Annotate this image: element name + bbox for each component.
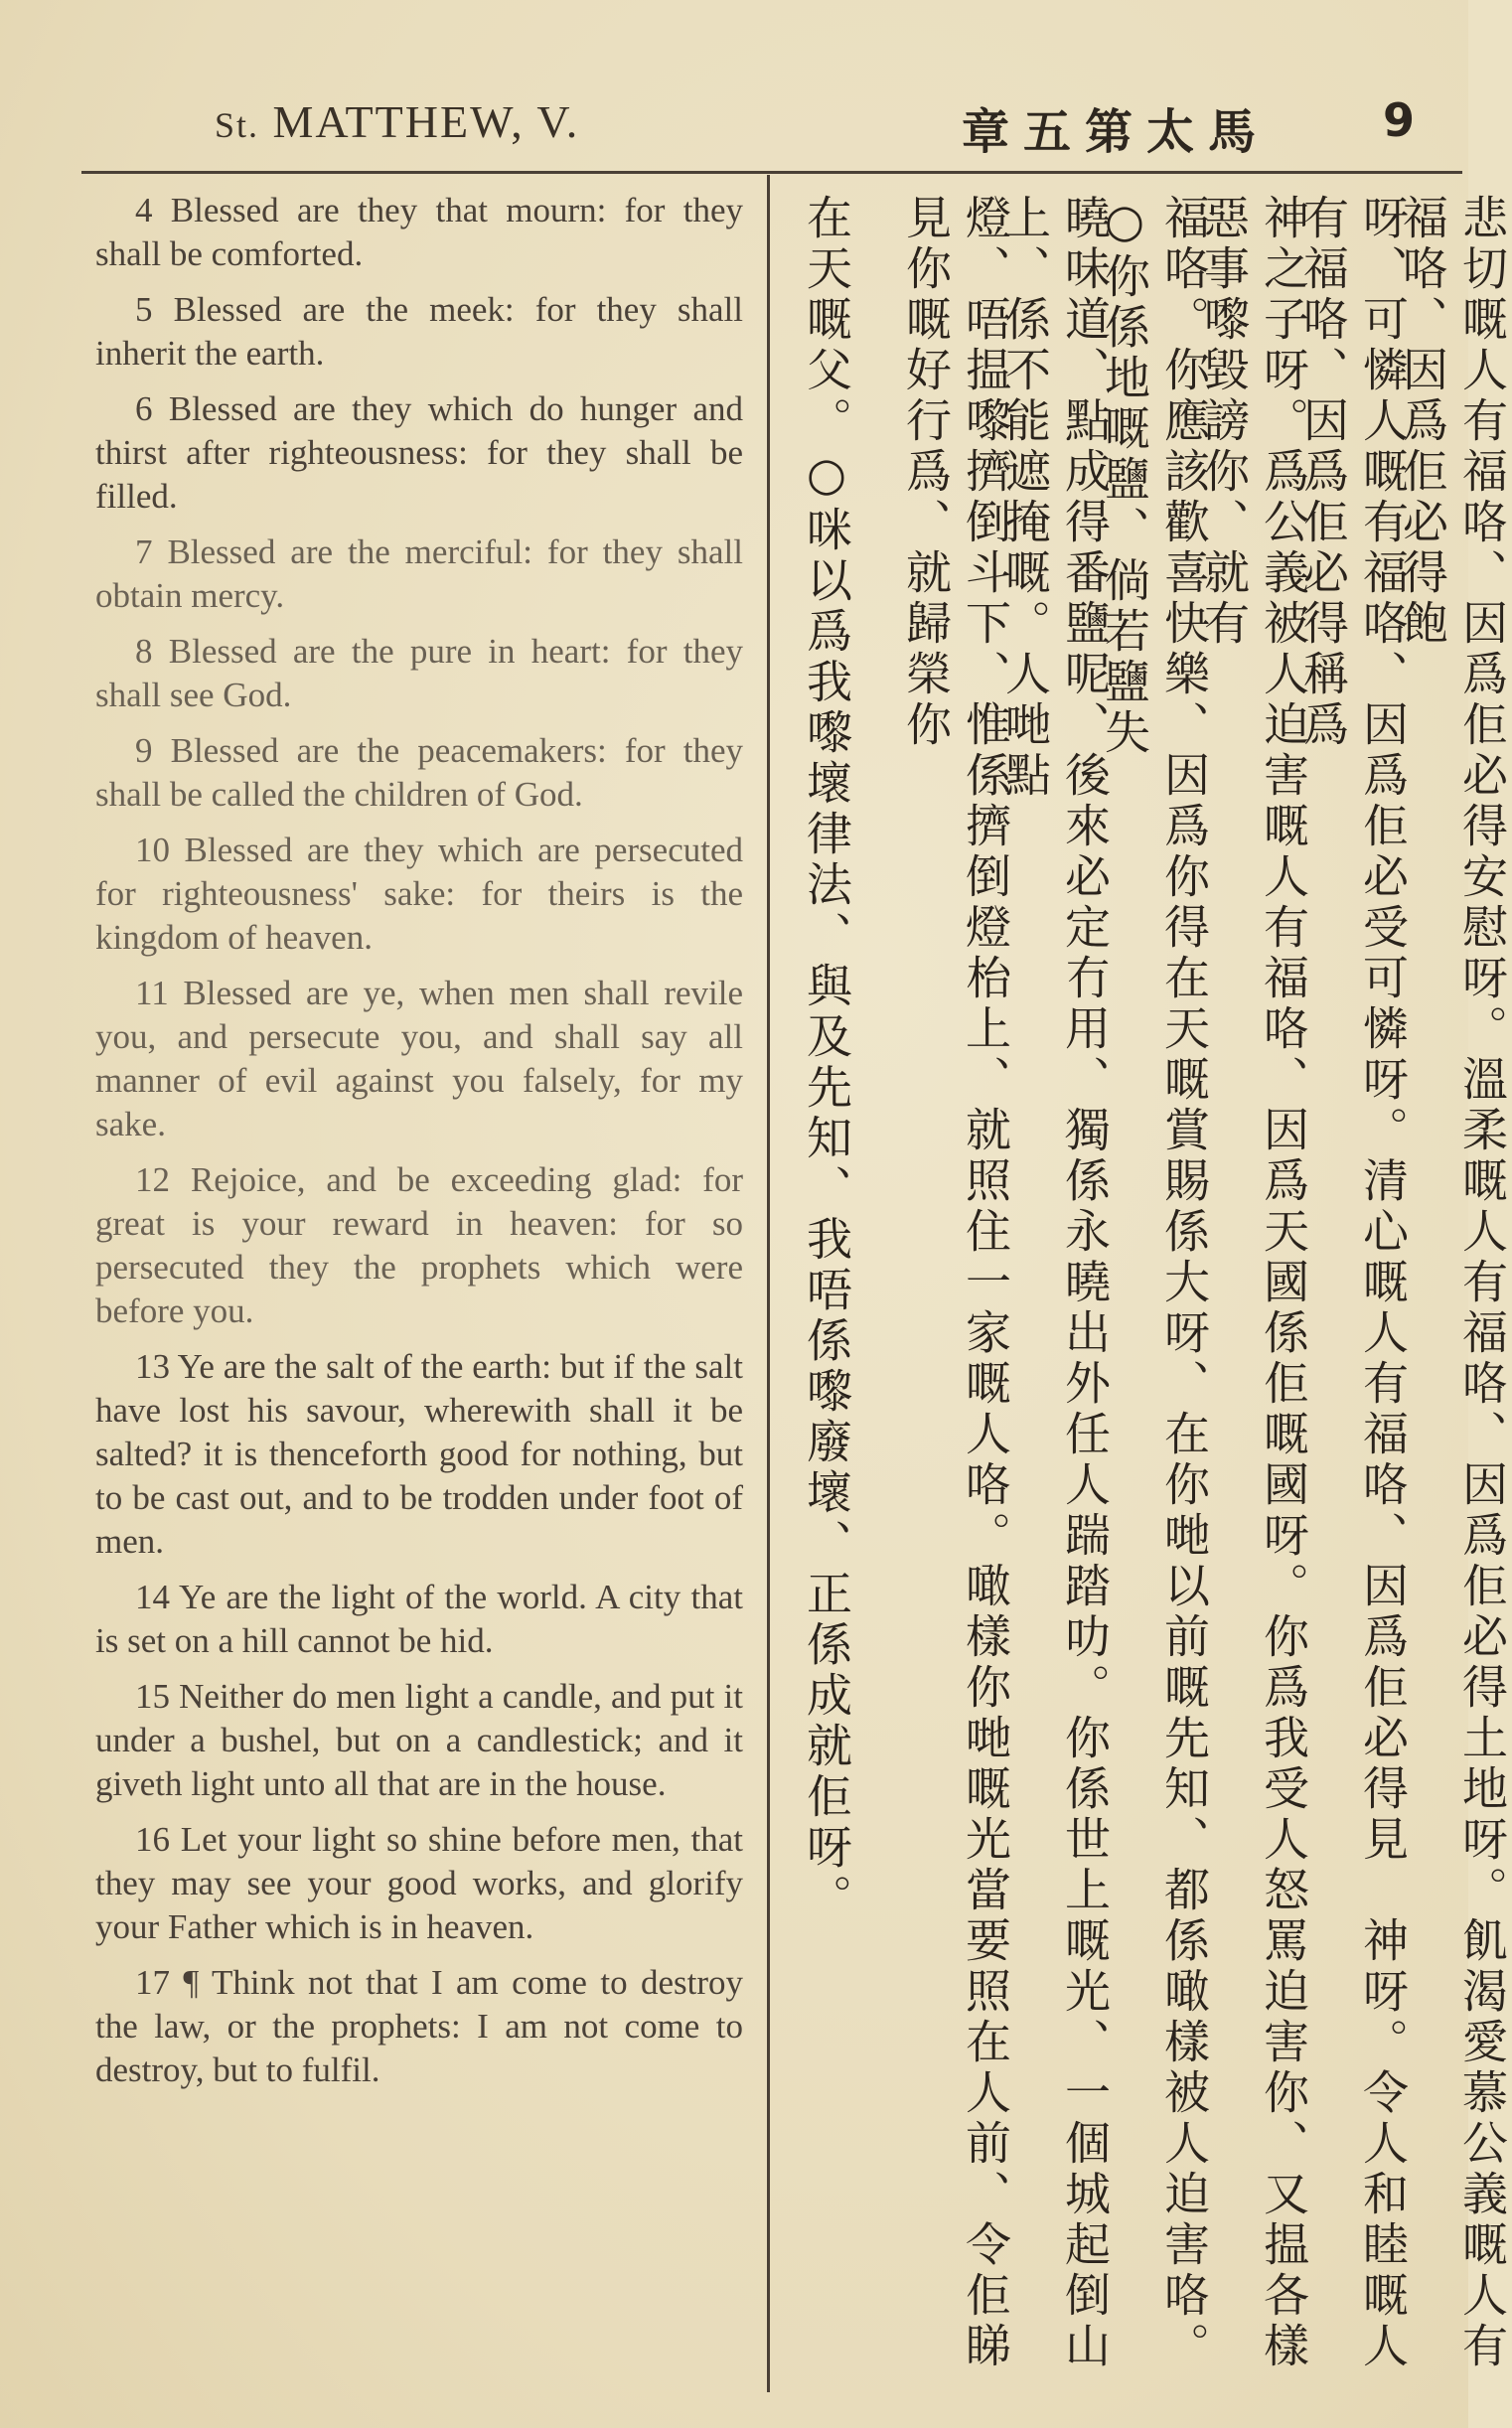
chinese-running-title: 章五第太馬 <box>962 104 1271 160</box>
chinese-line-2: 呀、可憐人嘅有福咯、因爲佢必受可憐呀。清心嘅人有福咯、因爲佢必得見 神呀。令人和睦嘅人有福咯、因爲佢必得稱爲 <box>1296 194 1410 2372</box>
verse-12: 12 Rejoice, and be exceeding glad: for great is your reward in heaven: for so persecuted they the prophets which were before you. <box>95 1160 743 1330</box>
chinese-line-5: 曉味道、點成得番鹽呢、後來必定冇用、獨係永曉出外任人踹踏叻。你係世上嘅光、一個城起倒山上、係不能遮掩嘅。人哋點 <box>998 194 1112 2372</box>
verse-13: 13 Ye are the salt of the earth: but if the salt have lost his savour, wherewith shall it be salted? it is thenceforth good for nothing, but to be cast out, and to be trodden under foot of men. <box>95 1347 743 1561</box>
column-divider <box>767 175 770 2392</box>
chinese-line-7: 在天嘅父。○咪以爲我嚟壞律法、與及先知、我唔係嚟廢壞、正係成就佢呀。 <box>800 194 853 1924</box>
verse-6: 6 Blessed are they which do hunger and thirst after righteousness: for they shall be filled. <box>95 389 743 516</box>
english-running-title <box>215 95 579 148</box>
verse-16: 16 Let your light so shine before men, that they may see your good works, and glorify your Father which is in heaven. <box>95 1820 743 1946</box>
header-rule <box>81 171 1462 174</box>
verse-4: 4 Blessed are they that mourn: for they shall be comforted. <box>95 191 743 273</box>
chinese-line-1: 悲切嘅人有福咯、因爲佢必得安慰呀。溫柔嘅人有福咯、因爲佢必得土地呀。飢渴愛慕公義嘅人有福咯、因爲佢必得飽 <box>1396 194 1509 2372</box>
chinese-line-3: 神之子呀。爲公義被人迫害嘅人有福咯、因爲天國係佢嘅國呀。你爲我受人怒罵迫害你、又揾各樣惡事嚟毀謗你、就有 <box>1197 194 1310 2372</box>
verse-15: 15 Neither do men light a candle, and put it under a bushel, but on a candlestick; and it giveth light unto all that are in the house. <box>95 1677 743 1803</box>
title-prefix: St. <box>215 105 260 145</box>
chinese-line-6: 燈、唔揾嚟擠倒斗下、惟係擠倒燈枱上、就照住一家嘅人咯。噉樣你哋嘅光當要照在人前、令佢睇見你嘅好行爲、就歸榮你 <box>899 194 1012 2372</box>
verse-9: 9 Blessed are the peacemakers: for they shall be called the children of God. <box>95 731 743 814</box>
title-main: MATTHEW, V. <box>272 96 580 147</box>
running-header <box>0 87 1468 167</box>
chinese-column <box>785 194 1509 2389</box>
verse-14: 14 Ye are the light of the world. A city that is set on a hill cannot be hid. <box>95 1578 743 1660</box>
verse-17: 17 ¶ Think not that I am come to destroy the law, or the prophets: I am not come to destroy, but to fulfil. <box>95 1963 743 2089</box>
verse-10: 10 Blessed are they which are persecuted for righteousness' sake: for theirs is the kingdom of heaven. <box>95 831 743 957</box>
verse-7: 7 Blessed are the merciful: for they shall obtain mercy. <box>95 532 743 615</box>
verse-11: 11 Blessed are ye, when men shall revile you, and persecute you, and shall say all manner of evil against you falsely, for my sake. <box>95 974 743 1143</box>
english-column <box>95 189 743 2104</box>
chinese-line-4: 福咯。你應該歡喜快樂、因爲你得在天嘅賞賜係大呀、在你哋以前嘅先知、都係噉樣被人迫害咯。○你係地嘅鹽、倘若鹽失 <box>1098 194 1211 2372</box>
verse-8: 8 Blessed are the pure in heart: for they shall see God. <box>95 632 743 714</box>
page-number: 9 <box>1383 93 1416 147</box>
verse-5: 5 Blessed are the meek: for they shall inherit the earth. <box>95 290 743 373</box>
